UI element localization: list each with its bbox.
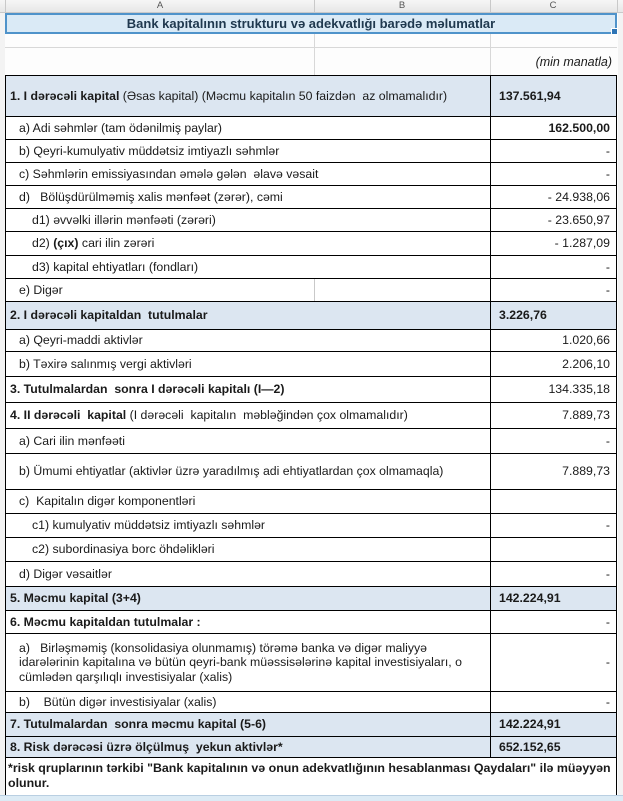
row-value-cell[interactable]: - 23.650,97 bbox=[547, 212, 610, 227]
row-value-cell[interactable]: 2.206,10 bbox=[562, 356, 610, 371]
label-text: d2) bbox=[32, 236, 54, 251]
gridline bbox=[314, 34, 315, 47]
label-text: 7. Tutulmalardan sonra məcmu kapital (5-6) bbox=[10, 717, 267, 732]
table-row bbox=[6, 538, 616, 562]
column-header-b[interactable]: B bbox=[398, 0, 406, 11]
label-text: (Əsas kapital) (Məcmu kapitalın 50 faizdən az olmamalıdır) bbox=[122, 88, 448, 103]
column-divider[interactable] bbox=[314, 0, 315, 12]
table-row bbox=[6, 279, 616, 302]
row-value-cell[interactable]: 134.335,18 bbox=[548, 382, 610, 397]
table-row bbox=[6, 587, 616, 611]
column-header-c[interactable]: C bbox=[549, 0, 557, 11]
row-value-cell[interactable]: - 24.938,06 bbox=[547, 189, 610, 204]
row-value-cell[interactable]: 142.224,91 bbox=[499, 591, 561, 606]
row-value-cell[interactable]: - bbox=[605, 166, 610, 181]
table-row bbox=[6, 634, 616, 692]
label-text: a) Birləşməmiş (konsolidasiya olunmamış) törəmə banka və digər maliyyə idarələrinin kapitalına və bütün qeyri-bank müəssisələrinə kapital investisiyaları, o cümlədən qarşılıqlı investisiyalar (xalis) bbox=[19, 640, 466, 684]
table-row bbox=[6, 232, 616, 256]
row-value-cell[interactable] bbox=[491, 490, 616, 513]
row-label-cell[interactable] bbox=[6, 490, 491, 513]
row-value-cell[interactable]: - bbox=[605, 518, 610, 533]
unit-note: (min manatla) bbox=[535, 54, 612, 69]
row-label-cell[interactable] bbox=[6, 692, 491, 712]
row-label-cell[interactable] bbox=[6, 163, 491, 185]
row-value-cell[interactable]: - bbox=[605, 655, 610, 670]
table-row bbox=[6, 140, 616, 163]
row-label-cell[interactable] bbox=[6, 352, 491, 376]
row-label-cell[interactable] bbox=[6, 140, 491, 162]
row-label-cell[interactable] bbox=[6, 186, 491, 208]
gridline bbox=[314, 48, 315, 75]
table-row bbox=[6, 302, 616, 330]
label-text: cari ilin zərəri bbox=[78, 236, 155, 251]
column-divider[interactable] bbox=[490, 0, 491, 12]
footnote-text: *risk qruplarının tərkibi "Bank kapitalının və onun adekvatlığının hesablanması Qaydaları" ilə müəyyən olunur. bbox=[8, 761, 611, 790]
label-text: b) Qeyri-kumulyativ müddətsiz imtiyazlı səhmlər bbox=[19, 143, 280, 158]
row-label-cell[interactable] bbox=[6, 209, 491, 231]
row-value-cell[interactable]: - bbox=[605, 433, 610, 448]
label-text: d) Bölüşdürülməmiş xalis mənfəət (zərər), cəmi bbox=[19, 189, 283, 204]
gridline bbox=[490, 34, 491, 47]
gridline bbox=[314, 279, 315, 301]
row-value-cell[interactable]: 7.889,73 bbox=[562, 464, 610, 479]
gridline bbox=[490, 48, 491, 75]
label-text: b) Təxirə salınmış vergi aktivləri bbox=[19, 356, 192, 371]
table-row bbox=[6, 514, 616, 538]
table-row bbox=[6, 692, 616, 713]
table-row bbox=[6, 454, 616, 490]
table-row bbox=[6, 562, 616, 587]
table-row bbox=[6, 117, 616, 140]
label-text: 1. I dərəcəli kapital bbox=[10, 88, 123, 103]
row-label-cell[interactable] bbox=[6, 611, 491, 633]
column-header-strip bbox=[0, 0, 623, 13]
sheet-right-margin bbox=[618, 13, 623, 801]
row-value-cell[interactable]: 162.500,00 bbox=[548, 120, 610, 135]
label-text: 6. Məcmu kapitaldan tutulmalar : bbox=[10, 614, 201, 629]
label-text: b) Bütün digər investisiyalar (xalis) bbox=[19, 694, 217, 709]
row-label-cell[interactable] bbox=[6, 76, 491, 116]
table-row bbox=[6, 256, 616, 279]
table-row bbox=[6, 429, 616, 454]
row-value-cell[interactable]: - bbox=[605, 694, 610, 709]
capital-structure-table bbox=[5, 75, 617, 758]
label-text: d3) kapital ehtiyatları (fondları) bbox=[32, 259, 199, 274]
row-label-cell[interactable] bbox=[6, 454, 491, 489]
row-label-cell[interactable] bbox=[6, 429, 491, 453]
row-value-cell[interactable]: 7.889,73 bbox=[562, 408, 610, 423]
row-label-cell[interactable] bbox=[6, 117, 491, 139]
label-text: (I dərəcəli kapitalın məbləğindən çox olmamalıdır) bbox=[129, 408, 408, 423]
row-value-cell[interactable]: 652.152,65 bbox=[499, 739, 561, 754]
column-header-a[interactable]: A bbox=[156, 0, 164, 11]
row-value-cell[interactable]: - bbox=[605, 614, 610, 629]
column-divider bbox=[5, 0, 6, 12]
row-label-cell[interactable] bbox=[6, 256, 491, 278]
label-text: b) Ümumi ehtiyatlar (aktivlər üzrə yaradılmış adi ehtiyatlardan çox olmamaqla) bbox=[19, 464, 444, 479]
table-row bbox=[6, 163, 616, 186]
row-value-cell[interactable]: - bbox=[605, 282, 610, 297]
next-row-edge bbox=[0, 795, 623, 801]
row-value-cell[interactable]: - 1.287,09 bbox=[554, 236, 610, 251]
label-text: e) Digər bbox=[19, 282, 63, 297]
row-label-cell[interactable] bbox=[6, 562, 491, 586]
table-row bbox=[6, 611, 616, 634]
row-label-cell[interactable] bbox=[6, 634, 491, 691]
footnote-cell[interactable] bbox=[5, 758, 617, 795]
table-row bbox=[6, 330, 616, 352]
row-label-cell[interactable] bbox=[6, 279, 491, 301]
row-label-cell[interactable] bbox=[6, 713, 491, 736]
label-text: c) Kapitalın digər komponentləri bbox=[19, 494, 196, 509]
row-value-cell[interactable]: 137.561,94 bbox=[499, 88, 561, 103]
label-text: 8. Risk dərəcəsi üzrə ölçülmuş yekun aktivlər* bbox=[10, 739, 283, 754]
table-row bbox=[6, 737, 616, 758]
label-text: (çıx) bbox=[53, 236, 79, 251]
row-value-cell[interactable] bbox=[491, 538, 616, 561]
row-label-cell[interactable] bbox=[6, 232, 491, 255]
label-text: d) Digər vəsaitlər bbox=[19, 566, 112, 581]
label-text: c) Səhmlərin emissiyasından əmələ gələn əlavə vəsait bbox=[19, 166, 319, 181]
row-label-cell[interactable] bbox=[6, 737, 491, 757]
unit-note-row[interactable] bbox=[5, 48, 617, 75]
label-text: 2. I dərəcəli kapitaldan tutulmalar bbox=[10, 308, 208, 323]
label-text: c1) kumulyativ müddətsiz imtiyazlı səhmlər bbox=[32, 518, 266, 533]
table-row bbox=[6, 490, 616, 514]
row-label-cell[interactable] bbox=[6, 587, 491, 610]
column-divider[interactable] bbox=[617, 0, 618, 12]
label-text: 4. II dərəcəli kapital bbox=[10, 408, 130, 423]
label-text: 5. Məcmu kapital (3+4) bbox=[10, 591, 141, 606]
row-label-cell[interactable] bbox=[6, 538, 491, 561]
row-value-cell[interactable]: 142.224,91 bbox=[499, 717, 561, 732]
empty-row[interactable] bbox=[5, 34, 617, 48]
label-text: d1) əvvəlki illərin mənfəəti (zərəri) bbox=[32, 212, 216, 227]
table-row bbox=[6, 209, 616, 232]
row-value-cell[interactable]: - bbox=[605, 143, 610, 158]
table-row bbox=[6, 713, 616, 737]
label-text: 3. Tutulmalardan sonra I dərəcəli kapitalı (I—2) bbox=[10, 382, 285, 397]
row-value-cell[interactable]: 1.020,66 bbox=[562, 333, 610, 348]
row-value-cell[interactable]: - bbox=[605, 566, 610, 581]
table-row bbox=[6, 377, 616, 403]
label-text: c2) subordinasiya borc öhdəlikləri bbox=[32, 542, 215, 557]
row-label-cell[interactable] bbox=[6, 302, 491, 329]
row-value-cell[interactable]: - bbox=[605, 259, 610, 274]
row-label-cell[interactable] bbox=[6, 403, 491, 428]
label-text: a) Cari ilin mənfəəti bbox=[19, 433, 125, 448]
sheet-title: Bank kapitalının strukturu və adekvatlığı barədə məlumatlar bbox=[126, 16, 496, 31]
title-cell-selected[interactable] bbox=[5, 13, 617, 34]
table-row bbox=[6, 403, 616, 429]
row-label-cell[interactable] bbox=[6, 377, 491, 402]
table-row bbox=[6, 76, 616, 117]
row-label-cell[interactable] bbox=[6, 330, 491, 351]
table-row bbox=[6, 352, 616, 377]
table-row bbox=[6, 186, 616, 209]
label-text: a) Qeyri-maddi aktivlər bbox=[19, 333, 143, 348]
row-label-cell[interactable] bbox=[6, 514, 491, 537]
row-value-cell[interactable]: 3.226,76 bbox=[499, 308, 547, 323]
label-text: a) Adi səhmlər (tam ödənilmiş paylar) bbox=[19, 120, 222, 135]
